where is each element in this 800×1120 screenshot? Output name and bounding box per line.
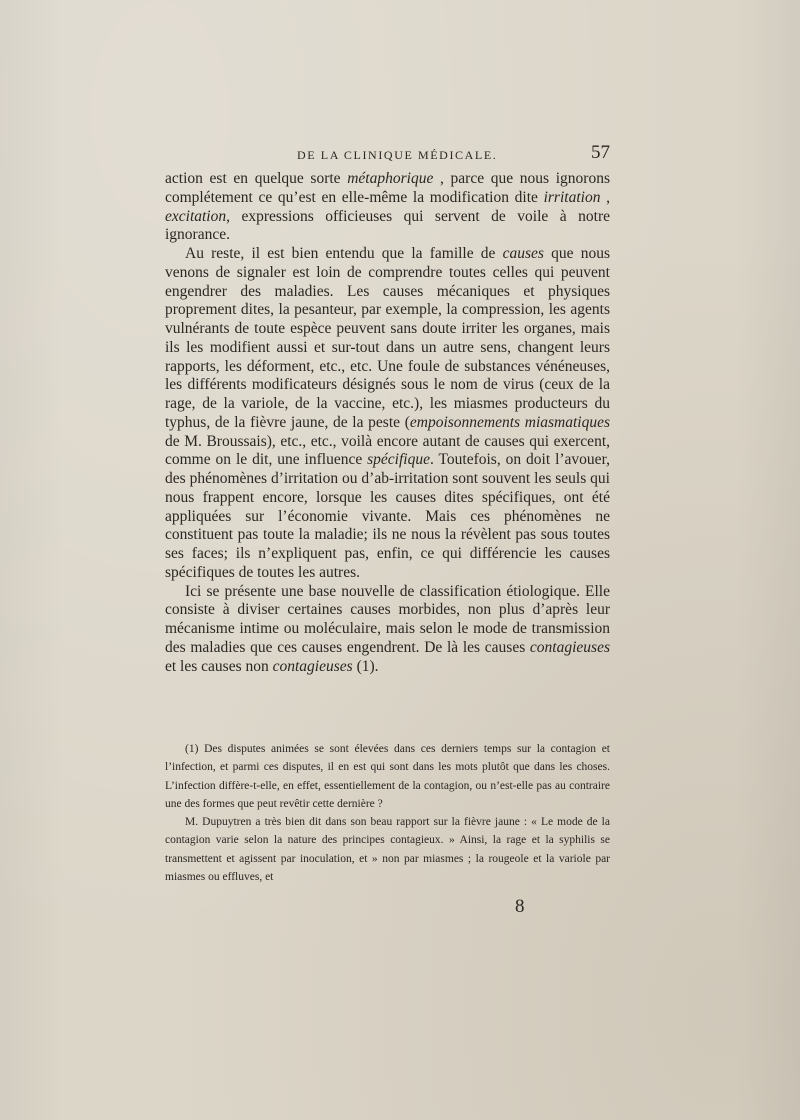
- page-number: 57: [591, 142, 610, 163]
- footnote-1: (1) Des disputes animées se sont élevées dans ces derniers temps sur la contagion et l’infection, et parmi ces disputes, il en est qui sont dans les mots plutôt que dans les choses. L’infection diffère-t-elle, en effet, essentiellement de la contagion, ou n’est-elle pas au contraire une des formes que peut revêtir cette dernière ?: [165, 743, 610, 810]
- signature-mark: 8: [515, 896, 525, 917]
- paragraph-2: Au reste, il est bien entendu que la famille de causes que nous venons de signaler est loin de comprendre toutes celles qui peuvent engendrer des maladies. Les causes mécaniques et physiques proprement dites, la pesanteur, par exemple, la compression, les agents vulnérants de toute espèce peuvent sans doute irriter les organes, mais ils les modifient aussi et sur-tout dans un autre sens, changent leurs rapports, les déforment, etc., etc. Une foule de substances vénéneuses, les différents modificateurs désignés sous le nom de virus (ceux de la rage, de la variole, de la vaccine, etc.), les miasmes producteurs du typhus, de la fièvre jaune, de la peste (empoisonnements miasmatiques de M. Broussais), etc., etc., voilà encore autant de causes qui exercent, comme on le dit, une influence spécifique. Toutefois, on doit l’avouer, des phénomènes d’irritation ou d’ab-irritation sont souvent les seuls qui nous frappent encore, lorsque les causes dites spécifiques, ont été appliquées sur l’économie vivante. Mais ces phénomènes ne constituent pas toute la maladie; ils ne nous la révèlent pas sous toutes ses faces; ils n’expliquent pas, enfin, ce qui différencie les causes spécifiques de toutes les autres.: [165, 245, 611, 581]
- paragraph-3: Ici se présente une base nouvelle de classification étiologique. Elle consiste à diviser certaines causes morbides, non plus d’après leur mécanisme intime ou moléculaire, mais selon le mode de transmission des maladies que ces causes engendrent. De là les causes contagieuses et les causes non contagieuses (1).: [165, 582, 610, 675]
- paragraph-1: action est en quelque sorte métaphorique , parce que nous ignorons complétement ce qu’est en elle-même la modification dite irritation , excitation, expressions officieuses qui servent de voile à notre ignorance.: [165, 170, 611, 244]
- footnotes: [165, 740, 610, 886]
- page-header: [165, 144, 610, 166]
- main-text: [165, 170, 610, 676]
- running-title: DE LA CLINIQUE MÉDICALE.: [297, 148, 498, 162]
- footnote-1-continued: M. Dupuytren a très bien dit dans son beau rapport sur la fièvre jaune : « Le mode de la contagion varie selon la nature des principes contagieux. » Ainsi, la rage et la syphilis se transmettent et agissent par inoculation, et » non par miasmes ; la rougeole et la variole par miasmes ou effluves, et: [165, 816, 610, 884]
